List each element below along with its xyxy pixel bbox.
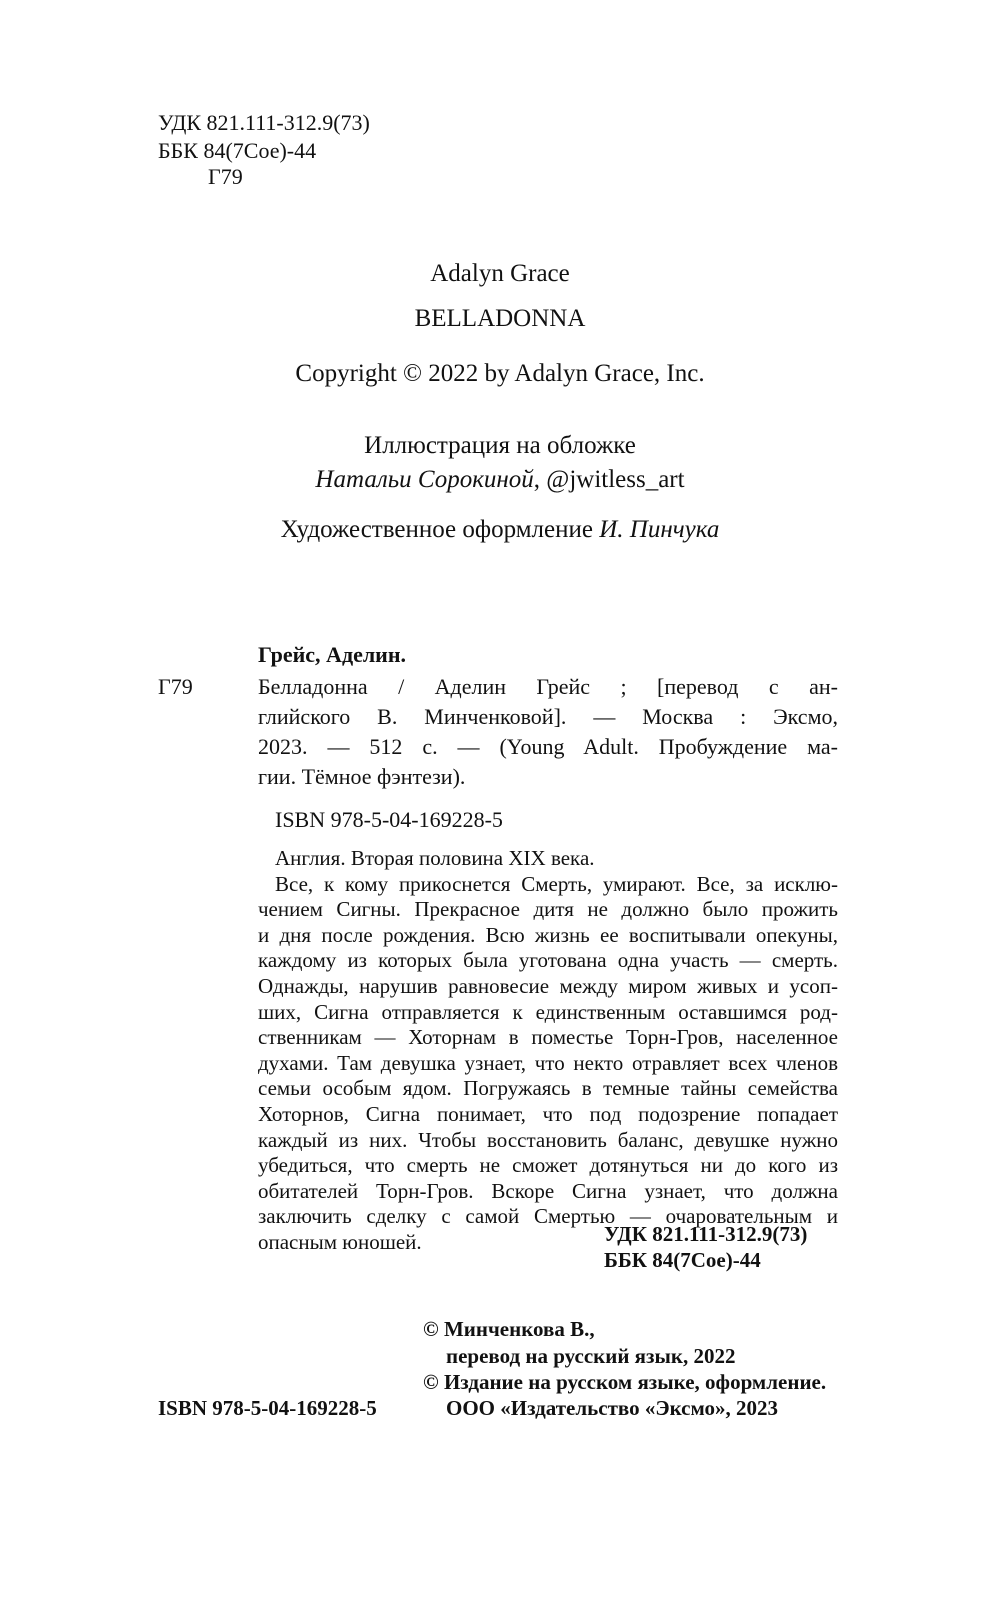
cover-illustration-credit <box>0 463 1000 497</box>
original-author: Adalyn Grace <box>430 260 570 287</box>
annotation-line: чением Сигны. Прекрасное дитя не должно было прожить <box>258 897 838 922</box>
annotation-line: Хоторнов, Сигна понимает, что под подозрение попадает <box>258 1101 838 1126</box>
translation-copyright-detail: перевод на русский язык, 2022 <box>446 1344 736 1368</box>
catalog-description <box>258 672 838 792</box>
bbk-code-top: ББК 84(7Сое)-44 <box>158 138 317 163</box>
annotation-line: семьи особым ядом. Погружаясь в темные тайны семейства <box>258 1076 838 1101</box>
description-line: 2023. — 512 с. — (Young Adult. Пробуждение ма- <box>258 734 838 759</box>
annotation-line: и дня после рождения. Всю жизнь ее воспитывали опекуны, <box>258 922 838 947</box>
author-mark-top: Г79 <box>208 164 243 189</box>
annotation-line: каждый из них. Чтобы восстановить баланс, девушке нужно <box>258 1127 838 1152</box>
catalog-heading: Грейс, Аделин. <box>258 642 407 667</box>
udk-code-top: УДК 821.111-312.9(73) <box>158 110 370 135</box>
catalog-bbk: ББК 84(7Сое)-44 <box>604 1248 761 1272</box>
annotation-line: Все, к кому прикоснется Смерть, умирают. Все, за исклю- <box>275 871 838 896</box>
translation-copyright: © Минченкова В., <box>423 1317 595 1341</box>
cover-illustration-label: Иллюстрация на обложке <box>364 432 636 459</box>
annotation-line: обитателей Торн-Гров. Вскоре Сигна узнает, что должна <box>258 1178 838 1203</box>
cover-artist-name: Натальи Сорокиной <box>315 466 534 493</box>
edition-copyright: © Издание на русском языке, оформление. <box>423 1370 827 1394</box>
annotation-line: духами. Там девушка узнает, что некто отравляет всех членов <box>258 1050 838 1075</box>
original-title: BELLADONNA <box>414 305 586 332</box>
annotation-line: убедиться, что смерть не сможет дотянуться ни до кого из <box>258 1153 838 1178</box>
annotation-line: заключить сделку с самой Смертью — очаровательным и <box>258 1204 838 1229</box>
annotation-line: ственникам — Хоторнам в поместье Торн-Гров, населенное <box>258 1025 838 1050</box>
catalog-udk: УДК 821.111-312.9(73) <box>604 1222 808 1246</box>
annotation-line: ших, Сигна отправляется к единственным оставшимся род- <box>258 999 838 1024</box>
catalog-author-mark: Г79 <box>158 674 193 699</box>
annotation-line: Англия. Вторая половина XIX века. <box>275 846 595 870</box>
design-credit <box>0 513 1000 547</box>
annotation-line: опасным юношей. <box>258 1229 422 1254</box>
description-line: гии. Тёмное фэнтези). <box>258 764 466 789</box>
cover-artist-handle: , @jwitless_art <box>533 466 685 493</box>
description-line: Белладонна / Аделин Грейс ; [перевод с ан- <box>258 674 838 699</box>
publisher-copyright: ООО «Издательство «Эксмо», 2023 <box>446 1396 779 1420</box>
original-copyright: Copyright © 2022 by Adalyn Grace, Inc. <box>295 360 705 387</box>
description-line: глийского В. Минченковой]. — Москва : Эксмо, <box>258 704 838 729</box>
footer-isbn: ISBN 978-5-04-169228-5 <box>158 1396 377 1420</box>
catalog-isbn: ISBN 978-5-04-169228-5 <box>275 807 503 832</box>
annotation-line: Однажды, нарушив равновесие между миром живых и усоп- <box>258 973 838 998</box>
design-artist-name: И. Пинчука <box>599 516 720 543</box>
annotation <box>258 846 838 1256</box>
annotation-line: каждому из которых была уготована одна участь — смерть. <box>258 948 838 973</box>
design-label: Художественное оформление <box>280 516 600 543</box>
